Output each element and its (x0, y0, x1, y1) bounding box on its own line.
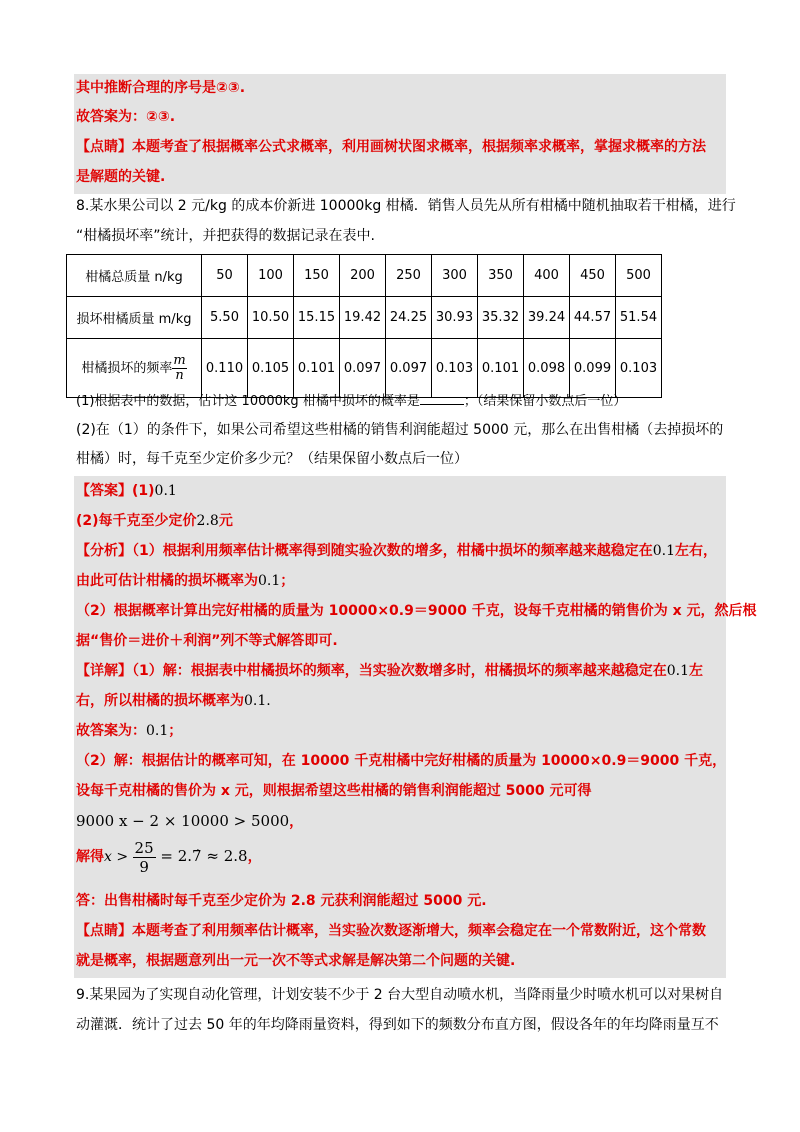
table-row-header: 损坏柑橘质量 m/kg (67, 297, 202, 339)
analysis-line-2 (76, 571, 294, 591)
detail-number: 0.1 (146, 723, 169, 739)
detail-line-1 (76, 661, 703, 681)
analysis-number: 0.1 (652, 543, 676, 559)
table-cell: 35.32 (478, 297, 524, 339)
table-cell: 44.57 (570, 297, 616, 339)
table-cell: 100 (248, 255, 294, 297)
table-cell: 0.110 (202, 339, 248, 398)
analysis-number: 0.1 (258, 573, 281, 589)
table-row (67, 339, 662, 398)
table-cell: 50 (202, 255, 248, 297)
detail-line-2 (76, 691, 271, 711)
question-9-line-2: 动灌溉．统计了过去 50 年的年均降雨量资料，得到如下的频数分布直方图，假设各年的年均降雨量互不 (76, 1017, 719, 1033)
detail-text: 右，所以柑橘的损坏概率为 (76, 693, 244, 709)
table-cell: 24.25 (386, 297, 432, 339)
detail-number: 0.1. (244, 693, 271, 709)
analysis-line-4: 据“售价＝进价＋利润”列不等式解答即可. (76, 633, 338, 649)
answer-label: 【答案】(1) (76, 483, 155, 499)
solution-line (76, 838, 262, 876)
table-cell: 0.097 (340, 339, 386, 398)
inequality-line (76, 811, 303, 832)
detail-line-5: 设每千克柑橘的售价为 x 元，则根据希望这些柑橘的销售利润能超过 5000 元可得 (76, 783, 592, 799)
table-cell: 400 (524, 255, 570, 297)
table-cell: 0.101 (294, 339, 340, 398)
fraction-numerator: m (173, 352, 186, 368)
detail-text: 故答案为： (76, 723, 146, 739)
fraction-denominator: n (175, 367, 184, 383)
table-cell: 15.15 (294, 297, 340, 339)
inference-conclusion: 其中推断合理的序号是②③. (76, 80, 246, 96)
comment-line-2: 是解题的关键. (76, 169, 166, 185)
table-cell: 0.103 (616, 339, 662, 398)
table-cell: 39.24 (524, 297, 570, 339)
comment-line-1: 【点睛】本题考查了根据概率公式求概率，利用画树状图求概率，根据频率求概率，掌握求概率的方法 (76, 139, 706, 155)
fraction-m-over-n (172, 354, 186, 383)
question-8-line-1: 8.某水果公司以 2 元/kg 的成本价新进 10000kg 柑橘．销售人员先从所有柑橘中随机抽取若干柑橘，进行 (76, 198, 736, 214)
solution-operator: > (111, 849, 133, 865)
table-row (67, 255, 662, 297)
table-cell: 0.105 (248, 339, 294, 398)
solution-label: 解得 (76, 849, 104, 865)
sub-question-2-line-2: 柑橘）时，每千克至少定价多少元？（结果保留小数点后一位） (76, 451, 468, 467)
table-row (67, 297, 662, 339)
answer-line: 故答案为：②③. (76, 109, 176, 125)
answer-value-1: 0.1 (154, 483, 177, 499)
solution-rest: = 2.7̇ ≈ 2.8 (155, 847, 248, 865)
analysis-text: 由此可估计柑橘的损坏概率为 (76, 573, 258, 589)
table-cell: 150 (294, 255, 340, 297)
table-cell: 0.103 (432, 339, 478, 398)
table-cell: 10.50 (248, 297, 294, 339)
answer-part-1 (76, 481, 177, 501)
table-cell: 30.93 (432, 297, 478, 339)
answer-unit-2: 元 (218, 513, 233, 529)
answer-part-2 (76, 511, 233, 531)
table-cell: 300 (432, 255, 478, 297)
detail-line-3 (76, 721, 182, 741)
frequency-label: 柑橘损坏的频率 (81, 360, 173, 376)
answer-value-2: 2.8 (196, 513, 219, 529)
table-cell: 5.50 (202, 297, 248, 339)
inequality-expression: 9000 x − 2 × 10000 > 5000 (76, 812, 290, 830)
answer-blank (420, 390, 464, 405)
table-cell: 0.101 (478, 339, 524, 398)
table-cell: 19.42 (340, 297, 386, 339)
question-9-line-1: 9.某果园为了实现自动化管理，计划安装不少于 2 台大型自动喷水机，当降雨量少时喷水机可以对果树自 (76, 987, 724, 1003)
table-cell: 500 (616, 255, 662, 297)
analysis-text: 【分析】（1）根据利用频率估计概率得到随实验次数的增多，柑橘中损坏的频率越来越稳定在 (76, 543, 653, 559)
data-table (66, 254, 662, 398)
sub-question-1 (76, 390, 626, 412)
fraction-25-over-9 (133, 839, 156, 876)
table-cell: 250 (386, 255, 432, 297)
solution-tail: ， (247, 849, 262, 865)
analysis-line-1 (76, 541, 717, 561)
analysis-text-tail: 左右， (675, 543, 718, 559)
fraction-numerator: 25 (134, 838, 154, 857)
fraction-denominator: 9 (139, 857, 149, 876)
question-8-line-2: “柑橘损坏率”统计，并把获得的数据记录在表中. (76, 228, 375, 244)
answer-label-2: (2)每千克至少定价 (76, 513, 197, 529)
detail-number: 0.1 (666, 663, 690, 679)
sub-question-1-text: (1)根据表中的数据，估计这 10000kg 柑橘中损坏的概率是 (76, 394, 420, 409)
comment-2-line-2: 就是概率，根据题意列出一元一次不等式求解是解决第二个问题的关键. (76, 953, 516, 969)
table-cell: 0.098 (524, 339, 570, 398)
inequality-tail: ， (289, 814, 304, 830)
table-cell: 51.54 (616, 297, 662, 339)
table-cell: 350 (478, 255, 524, 297)
conclusion-line: 答：出售柑橘时每千克至少定价为 2.8 元获利润能超过 5000 元. (76, 893, 487, 909)
table-cell: 0.099 (570, 339, 616, 398)
detail-text-tail: 左 (689, 663, 704, 679)
table-row-header (67, 339, 202, 398)
detail-text: 【详解】（1）解：根据表中柑橘损坏的频率，当实验次数增多时，柑橘损坏的频率越来越稳定在 (76, 663, 667, 679)
table-cell: 450 (570, 255, 616, 297)
comment-2-line-1: 【点睛】本题考查了利用频率估计概率，当实验次数逐渐增大，频率会稳定在一个常数附近，这个常数 (76, 923, 706, 939)
solution-variable: x (104, 849, 112, 865)
detail-text-tail: ； (168, 723, 183, 739)
table-row-header: 柑橘总质量 n/kg (67, 255, 202, 297)
detail-line-4: （2）解：根据估计的概率可知，在 10000 千克柑橘中完好柑橘的质量为 10000×0.9＝9000 千克， (76, 753, 727, 769)
table-cell: 200 (340, 255, 386, 297)
analysis-line-3: （2）根据概率计算出完好柑橘的质量为 10000×0.9＝9000 千克，设每千克柑橘的销售价为 x 元，然后根 (76, 603, 757, 619)
table-cell: 0.097 (386, 339, 432, 398)
analysis-text-tail: ； (280, 573, 295, 589)
sub-question-2-line-1: (2)在（1）的条件下，如果公司希望这些柑橘的销售利润能超过 5000 元，那么在出售柑橘（去掉损坏的 (76, 422, 724, 438)
sub-question-1-tail: ；（结果保留小数点后一位） (463, 394, 627, 409)
